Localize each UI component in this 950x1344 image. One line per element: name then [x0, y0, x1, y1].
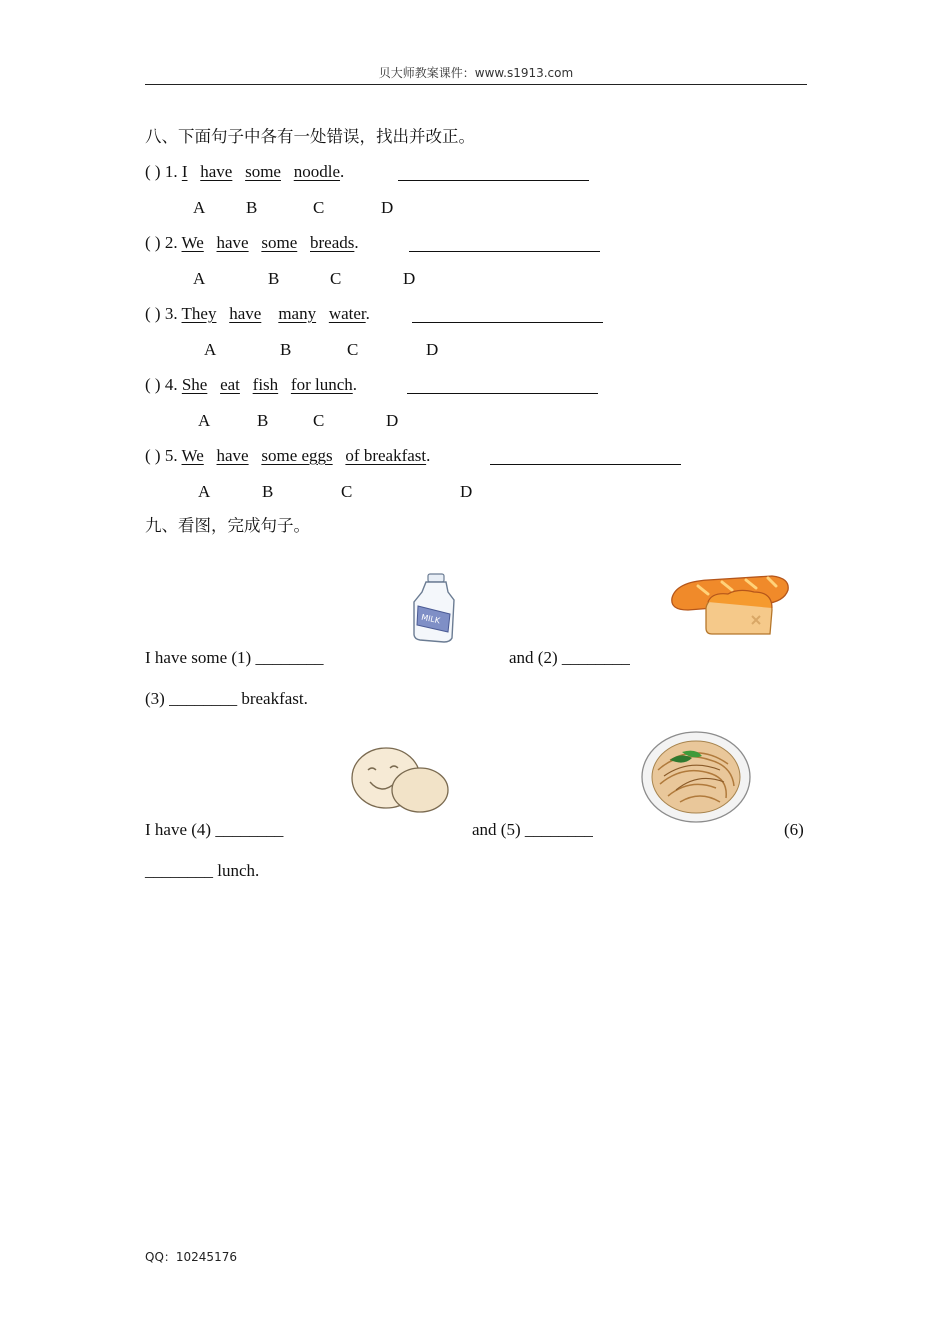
- option-a: A: [193, 198, 206, 217]
- part-c: many: [278, 304, 317, 323]
- part-d: water: [328, 304, 366, 323]
- section8-title: 八、下面句子中各有一处错误，找出并改正。: [145, 127, 475, 146]
- option-d: D: [426, 340, 439, 359]
- option-c: C: [341, 482, 353, 501]
- option-a: A: [193, 269, 206, 288]
- question-4: ( ) 4. She eat fish for lunch.: [145, 375, 357, 394]
- option-a: A: [198, 482, 211, 501]
- part-b: have: [229, 304, 262, 323]
- option-d: D: [460, 482, 473, 501]
- part-b: have: [216, 446, 249, 465]
- option-d: D: [381, 198, 394, 217]
- answer-blank-3[interactable]: [412, 307, 603, 323]
- option-b: B: [257, 411, 269, 430]
- sentence-4: ________ lunch.: [145, 861, 260, 880]
- question-1: ( ) 1. I have some noodle.: [145, 162, 345, 181]
- option-b: B: [262, 482, 274, 501]
- milk-bottle-icon: [408, 572, 458, 644]
- noodles-icon: [640, 730, 752, 824]
- option-b: B: [246, 198, 258, 217]
- milk-label: MILK: [420, 612, 441, 626]
- option-d: D: [403, 269, 416, 288]
- part-c: some eggs: [261, 446, 333, 465]
- question-3: ( ) 3. They have many water.: [145, 304, 370, 323]
- part-a: I: [181, 162, 188, 181]
- question-2: ( ) 2. We have some breads.: [145, 233, 359, 252]
- option-a: A: [198, 411, 211, 430]
- question-prefix: ( ) 2.: [145, 233, 178, 252]
- answer-blank-1[interactable]: [398, 165, 589, 181]
- part-a: We: [181, 446, 204, 465]
- part-a: We: [181, 233, 204, 252]
- answer-blank-5[interactable]: [490, 449, 681, 465]
- question-5: ( ) 5. We have some eggs of breakfast.: [145, 446, 431, 465]
- sentence-3a: I have (4) ________: [145, 820, 284, 839]
- sentence-3b: and (5) ________: [472, 820, 593, 839]
- question-prefix: ( ) 1.: [145, 162, 178, 181]
- page-header: 贝大师教案课件：www.s1913.com: [378, 66, 574, 80]
- header-divider: [145, 84, 807, 85]
- option-d: D: [386, 411, 399, 430]
- part-b: have: [200, 162, 233, 181]
- option-c: C: [313, 198, 325, 217]
- question-prefix: ( ) 4.: [145, 375, 178, 394]
- footer-qq: QQ：10245176: [145, 1250, 237, 1264]
- part-c: some: [245, 162, 281, 181]
- part-a: She: [181, 375, 208, 394]
- sentence-1a: I have some (1) ________: [145, 648, 324, 667]
- question-prefix: ( ) 5.: [145, 446, 178, 465]
- answer-blank-2[interactable]: [409, 236, 600, 252]
- sentence-2: (3) ________ breakfast.: [145, 689, 308, 708]
- answer-blank-4[interactable]: [407, 378, 598, 394]
- section9-title: 九、看图，完成句子。: [145, 516, 310, 535]
- part-d: breads: [310, 233, 355, 252]
- option-c: C: [313, 411, 325, 430]
- part-d: for lunch: [290, 375, 353, 394]
- option-a: A: [204, 340, 217, 359]
- eggs-icon: [348, 746, 450, 814]
- question-prefix: ( ) 3.: [145, 304, 178, 323]
- option-b: B: [280, 340, 292, 359]
- option-c: C: [347, 340, 359, 359]
- bread-icon: [668, 572, 792, 638]
- part-b: have: [216, 233, 249, 252]
- part-c: some: [261, 233, 298, 252]
- part-c: fish: [252, 375, 279, 394]
- part-d: of breakfast: [345, 446, 427, 465]
- part-b: eat: [220, 375, 240, 394]
- sentence-3c: (6): [784, 820, 804, 839]
- part-d: noodle: [293, 162, 341, 181]
- sentence-1b: and (2) ________: [509, 648, 630, 667]
- option-c: C: [330, 269, 342, 288]
- part-a: They: [181, 304, 217, 323]
- option-b: B: [268, 269, 280, 288]
